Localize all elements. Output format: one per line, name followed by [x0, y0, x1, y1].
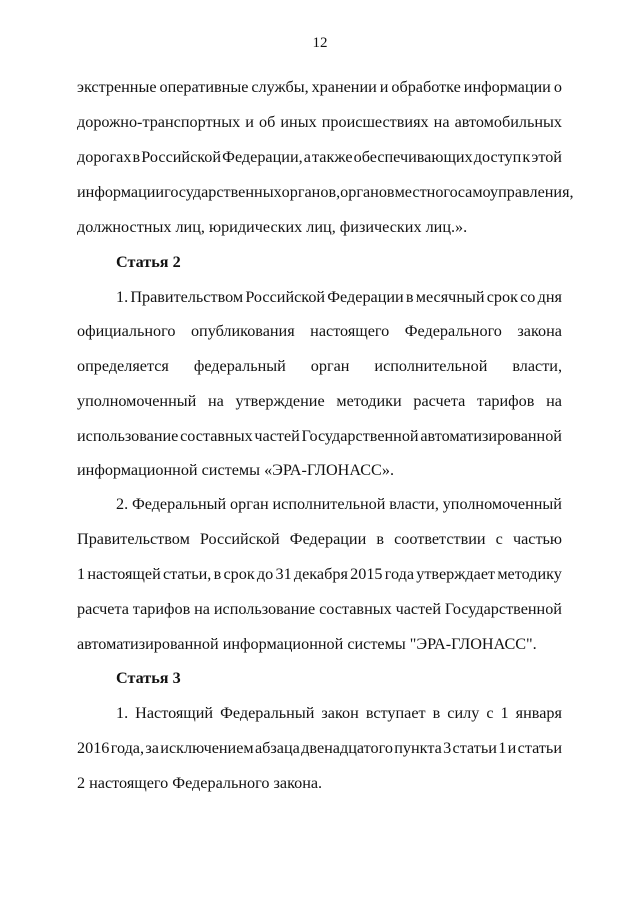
- word: Федерального: [404, 322, 502, 340]
- word: 1: [77, 565, 86, 583]
- word: тарифов: [132, 600, 191, 618]
- word: тарифов: [476, 392, 535, 410]
- word: Государственной: [301, 427, 419, 445]
- word: опубликования: [190, 322, 295, 340]
- word: к: [522, 148, 531, 166]
- word: экстренные: [77, 78, 157, 96]
- text-line: [77, 740, 562, 756]
- word: Правительством: [130, 288, 244, 306]
- word: частей: [395, 600, 442, 618]
- word: местного: [394, 183, 458, 201]
- word: орган: [230, 495, 269, 513]
- word: утверждает: [416, 565, 496, 583]
- word: этой: [531, 148, 562, 166]
- word: с: [495, 530, 503, 548]
- text-line: [116, 705, 562, 721]
- article-heading: Статья 3: [116, 669, 181, 687]
- word: службы,: [251, 78, 309, 96]
- word: утверждение: [235, 392, 325, 410]
- word: 31: [275, 565, 292, 583]
- word: срок: [486, 288, 518, 306]
- word: статьи: [452, 739, 497, 757]
- word: федеральный: [193, 357, 286, 375]
- word: уполномоченный: [442, 495, 562, 513]
- word: декабря: [293, 565, 348, 583]
- word: Настоящий: [135, 704, 214, 722]
- text-line: 2 настоящего Федерального закона.: [77, 774, 323, 792]
- word: расчета: [77, 600, 129, 618]
- word: в: [376, 530, 384, 548]
- word: иных: [280, 113, 317, 131]
- text-line: должностных лиц, юридических лиц, физических лиц.».: [77, 218, 468, 236]
- word: Правительством: [77, 530, 190, 548]
- word: вступает: [365, 704, 426, 722]
- word: закона: [517, 322, 562, 340]
- word: статьи: [517, 739, 562, 757]
- text-line: [77, 393, 562, 409]
- word: соответствии: [394, 530, 486, 548]
- word: власти,: [389, 495, 439, 513]
- word: определяется: [77, 357, 169, 375]
- word: и: [507, 739, 517, 757]
- word: месячный: [415, 288, 485, 306]
- word: и: [379, 78, 389, 96]
- word: 2015: [350, 565, 383, 583]
- word: срок: [223, 565, 255, 583]
- word: 1.: [116, 704, 129, 722]
- article-heading: Статья 2: [116, 253, 181, 271]
- word: с: [486, 704, 494, 722]
- page-number: 12: [312, 35, 328, 51]
- word: об: [258, 113, 276, 131]
- word: до: [256, 565, 274, 583]
- word: использование: [213, 600, 316, 618]
- text-line: [77, 358, 562, 374]
- word: 2.: [116, 495, 129, 513]
- word: Российской: [245, 288, 326, 306]
- word: о: [553, 78, 562, 96]
- word: пункта: [394, 739, 442, 757]
- text-line: информационной системы «ЭРА-ГЛОНАСС».: [77, 461, 394, 479]
- word: закон: [321, 704, 359, 722]
- word: официального: [77, 322, 176, 340]
- word: доступ: [473, 148, 522, 166]
- word: самоуправления,: [457, 183, 574, 201]
- text-line: [77, 149, 562, 165]
- word: власти,: [512, 357, 562, 375]
- word: настоящей: [87, 565, 161, 583]
- word: методики: [336, 392, 402, 410]
- word: дня: [537, 288, 562, 306]
- word: исключением: [160, 739, 254, 757]
- word: составных: [319, 600, 392, 618]
- word: частей: [254, 427, 300, 445]
- word: исполнительной: [374, 357, 488, 375]
- word: и: [245, 113, 254, 131]
- word: органов: [340, 183, 395, 201]
- word: в: [132, 148, 141, 166]
- word: года: [384, 565, 415, 583]
- text-line: [77, 183, 574, 201]
- word: Федерации: [327, 288, 404, 306]
- text-line: [116, 289, 562, 305]
- word: государственных: [164, 183, 282, 201]
- word: в: [432, 704, 441, 722]
- word: 3: [443, 739, 452, 757]
- word: также: [312, 148, 353, 166]
- text-line: [77, 531, 562, 547]
- word: со: [520, 288, 536, 306]
- text-line: [77, 566, 562, 582]
- word: в: [405, 288, 414, 306]
- word: Российской: [199, 530, 280, 548]
- word: происшествиях: [321, 113, 429, 131]
- text-line: [77, 323, 562, 339]
- word: двенадцатого: [301, 739, 393, 757]
- text-line: [77, 79, 562, 95]
- word: 1: [498, 739, 507, 757]
- word: Федерации,: [222, 148, 303, 166]
- word: автомобильных: [454, 113, 562, 131]
- word: настоящего: [310, 322, 390, 340]
- word: 2016: [77, 739, 110, 757]
- word: Федерации: [289, 530, 367, 548]
- word: обеспечивающих: [353, 148, 473, 166]
- word: органов,: [281, 183, 341, 201]
- word: оперативные: [159, 78, 249, 96]
- word: на: [207, 392, 224, 410]
- word: дорогах: [77, 148, 132, 166]
- word: на: [433, 113, 450, 131]
- word: Федеральный: [131, 495, 227, 513]
- word: а: [303, 148, 311, 166]
- word: уполномоченный: [77, 392, 197, 410]
- word: информации: [77, 183, 165, 201]
- word: на: [546, 392, 562, 410]
- text-line: [116, 496, 562, 512]
- word: Российской: [141, 148, 222, 166]
- word: Федеральный: [220, 704, 315, 722]
- word: использование: [77, 427, 179, 445]
- word: орган: [310, 357, 350, 375]
- word: января: [515, 704, 562, 722]
- word: за: [145, 739, 159, 757]
- word: 1.: [116, 288, 129, 306]
- word: 1: [500, 704, 509, 722]
- word: Государственной: [444, 600, 562, 618]
- word: силу: [447, 704, 480, 722]
- word: статьи,: [162, 565, 212, 583]
- word: автоматизированной: [420, 427, 562, 445]
- text-line: [77, 114, 562, 130]
- word: хранении: [311, 78, 377, 96]
- word: обработке: [391, 78, 461, 96]
- word: информации: [463, 78, 551, 96]
- word: расчета: [413, 392, 466, 410]
- word: составных: [180, 427, 253, 445]
- word: частью: [512, 530, 562, 548]
- word: исполнительной: [272, 495, 386, 513]
- word: методику: [497, 565, 562, 583]
- text-line: автоматизированной информационной системы "ЭРА-ГЛОНАСС".: [77, 635, 537, 653]
- word: года,: [110, 739, 145, 757]
- word: на: [194, 600, 210, 618]
- text-line: [77, 428, 562, 444]
- word: в: [213, 565, 222, 583]
- word: абзаца: [254, 739, 300, 757]
- text-line: [77, 601, 562, 617]
- word: дорожно-транспортных: [77, 113, 241, 131]
